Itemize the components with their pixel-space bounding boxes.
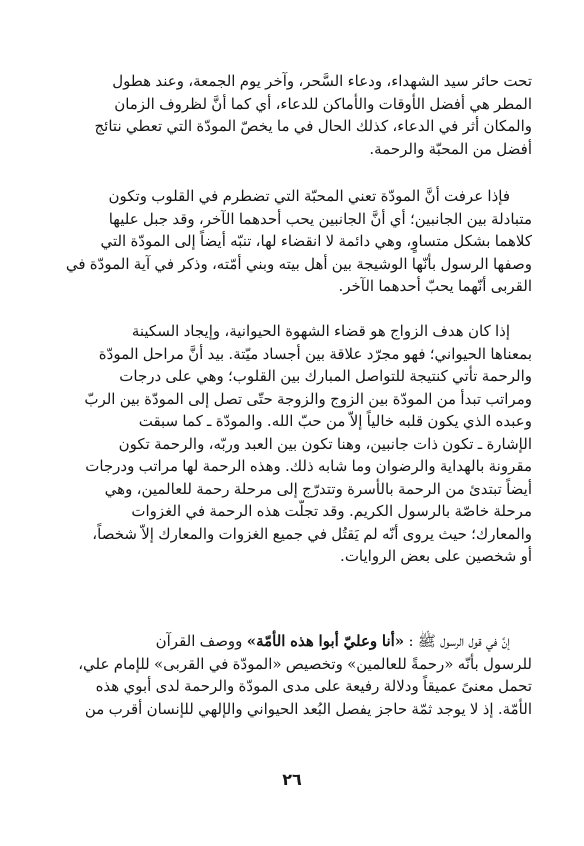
paragraph-1 xyxy=(48,70,532,160)
paragraph-intro: إنَّ في قول الرسول ﷺ : xyxy=(404,632,510,650)
text-line: أو شخصين على بعض الروايات. xyxy=(340,547,532,565)
text-line xyxy=(48,630,532,653)
text-line: بمعناها الحيواني؛ فهو مجرّد علاقة بين أجساد ميّتة. بيد أنَّ مراحل المودّة xyxy=(98,344,532,363)
paragraph-2 xyxy=(48,185,532,298)
hadith-quote: «أنا وعليّ أبوا هذه الأمّة» xyxy=(246,632,405,650)
text-line: وصفها الرسول بأنّها الوشيجة بين أهل بيته وبني أمّته، وذكر في آية المودّة في xyxy=(65,254,532,273)
text-line: أفضل من المحبّة والرحمة. xyxy=(369,139,532,158)
text-line: فإذا عرفت أنَّ المودّة تعني المحبّة التي تضطرم في القلوب وتكون xyxy=(108,187,510,205)
text-line: أيضاً تبتدئ من الرحمة بالأسرة وتتدرّج إلى مرحلة رحمة للعالمين، وهي xyxy=(104,479,532,498)
paragraph-4 xyxy=(48,630,532,720)
paragraph-3 xyxy=(48,320,532,568)
text-line: تحت حائر سيد الشهداء، ودعاء السَّحر، وآخر يوم الجمعة، وعند هطول xyxy=(112,72,532,90)
text-line: والمكان أثر في الدعاء، كذلك الحال في ما يخصّ المودّة التي تعطي نتائج xyxy=(94,117,532,135)
text-line: وعبده الذي يكون قلبه خالياً إلاّ من حبّ الله. والمودّة ـ كما سبقت xyxy=(138,412,532,430)
text-line: الأمّة. إذ لا يوجد ثمّة حاجز يفصل البُعد الحيواني والإلهي للإنسان أقرب من xyxy=(84,699,532,718)
text-line: كلاهما بشكل متساوٍ، وهي دائمة لا انقضاء لها، تنبّه أيضاً إلى المودّة التي xyxy=(100,232,532,250)
text-line: ومراتب تبدأ من المودّة بين الزوج والزوجة حتّى تصل إلى المودّة بين الربّ xyxy=(84,389,532,408)
text-line: القربى أنّهما يحبّ أحدهما الآخر. xyxy=(338,277,532,295)
text-line: مرحلة خاصّة بالرسول الكريم. وقد تجلّت هذه الرحمة في الغزوات xyxy=(131,502,532,520)
page-number: ٢٦ xyxy=(282,770,302,789)
text-line: للرسول بأنّه «رحمةً للعالمين» وتخصيص «المودّة في القربى» للإمام علي، xyxy=(78,654,532,673)
text-line: المطر هي أفضل الأوقات والأماكن للدعاء، أي كما أنَّ لظروف الزمان xyxy=(114,94,532,113)
text-line: والرحمة تأتي كنتيجة للتواصل المبارك بين القلوب؛ وهي على درجات xyxy=(119,367,532,385)
text-line: والمعارك؛ حيث يروى أنّه لم يَقتُل في جميع الغزوات والمعارك إلاّ شخصاً، xyxy=(92,524,532,543)
text-line: متبادلة بين الجانبين؛ أي أنَّ الجانبين يحب أحدهما الآخر، وقد جبل عليها xyxy=(108,209,532,228)
text-line: مقرونة بالهداية والرضوان وما شابه ذلك. وهذه الرحمة لها مراتب ودرجات xyxy=(85,457,532,475)
text-line: إذا كان هدف الزواج هو قضاء الشهوة الحيوانية، وإيجاد السكينة xyxy=(131,322,510,340)
text-line: تحمل معنىً عميقاً ودلالة رفيعة على مدى المودّة والرحمة لدى أبوي هذه xyxy=(95,677,532,695)
text-line: الإشارة ـ تكون ذات جانبين، وهنا تكون بين العبد وربّه، والرحمة تكون xyxy=(118,434,532,453)
paragraph-intro-rest: ووصف القرآن xyxy=(155,632,247,650)
